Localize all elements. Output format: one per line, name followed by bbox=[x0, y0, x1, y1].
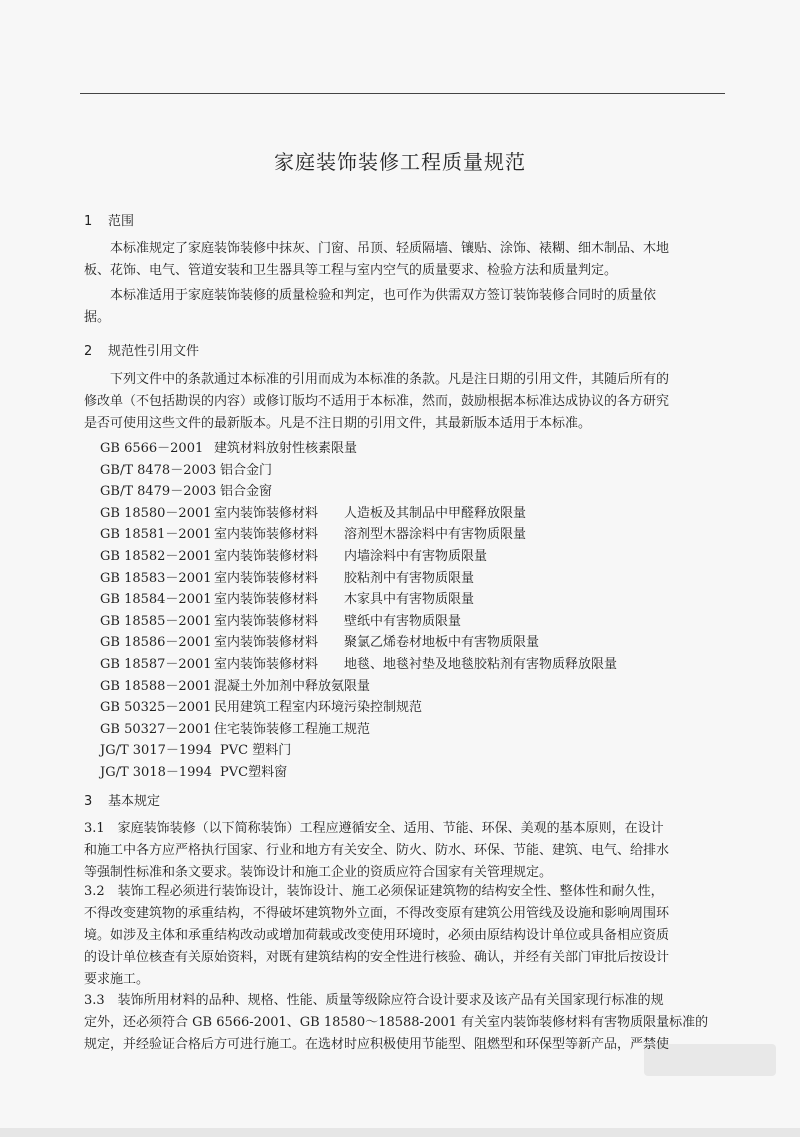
reference-item bbox=[100, 676, 617, 698]
text-line: 规定，并经验证合格后方可进行施工。在选材时应积极使用节能型、阻燃型和环保型等新产品，严禁使 bbox=[84, 1037, 670, 1052]
text-line: 不得改变建筑物的承重结构，不得破坏建筑物外立面，不得改变原有建筑公用管线及设施和影响周围环 bbox=[84, 906, 670, 921]
text-line: 是否可使用这些文件的最新版本。凡是不注日期的引用文件，其最新版本适用于本标准。 bbox=[84, 416, 592, 431]
reference-title: PVC塑料窗 bbox=[220, 764, 288, 780]
reference-title: PVC 塑料门 bbox=[220, 743, 292, 759]
section-heading-basic bbox=[84, 790, 160, 809]
section-title: 规范性引用文件 bbox=[108, 344, 200, 359]
watermark-graphic bbox=[640, 1030, 780, 1090]
reference-code: GB 18584－2001 bbox=[100, 592, 212, 608]
reference-code: GB/T 8479－2003 bbox=[100, 484, 217, 500]
reference-title: 室内装饰装修材料 bbox=[214, 592, 319, 608]
reference-title: 室内装饰装修材料 bbox=[214, 527, 319, 543]
reference-item bbox=[100, 568, 617, 590]
reference-title: 铝合金窗 bbox=[220, 484, 273, 500]
reference-item bbox=[100, 740, 617, 762]
reference-title: 铝合金门 bbox=[220, 462, 273, 478]
reference-subtitle: 木家具中有害物质限量 bbox=[344, 592, 475, 608]
page-bottom-edge bbox=[0, 1128, 800, 1137]
reference-code: GB 50325－2001 bbox=[100, 700, 212, 716]
reference-item bbox=[100, 503, 617, 525]
reference-code: GB 18586－2001 bbox=[100, 635, 212, 651]
reference-item bbox=[100, 719, 617, 741]
reference-code: GB 18583－2001 bbox=[100, 570, 212, 586]
reference-code: JG/T 3018－1994 bbox=[100, 764, 212, 780]
text-line: 的设计单位核查有关原始资料，对既有建筑结构的安全性进行核验、确认，并经有关部门审批后按设计 bbox=[84, 950, 670, 965]
reference-title: 室内装饰装修材料 bbox=[214, 548, 319, 564]
section-heading-scope bbox=[84, 210, 134, 229]
reference-code: GB 18585－2001 bbox=[100, 613, 212, 629]
section-title: 范围 bbox=[108, 214, 135, 229]
text-line: 定外，还必须符合 GB 6566-2001、GB 18580～18588-2001 有关室内装饰装修材料有害物质限量标准的 bbox=[84, 1015, 709, 1030]
reference-title: 室内装饰装修材料 bbox=[214, 505, 319, 521]
reference-title: 住宅装饰装修工程施工规范 bbox=[214, 721, 371, 737]
reference-item bbox=[100, 481, 617, 503]
reference-title: 民用建筑工程室内环境污染控制规范 bbox=[214, 700, 423, 716]
reference-item bbox=[100, 697, 617, 719]
section-number: 3 bbox=[84, 794, 93, 809]
clause-3-1 bbox=[84, 818, 732, 884]
reference-code: GB 18587－2001 bbox=[100, 656, 212, 672]
reference-code: GB/T 8478－2003 bbox=[100, 462, 217, 478]
clause-3-2 bbox=[84, 881, 732, 991]
section-number: 2 bbox=[84, 344, 93, 359]
text-line: 本标准适用于家庭装饰装修的质量检验和判定，也可作为供需双方签订装饰装修合同时的质量依 bbox=[84, 288, 657, 303]
reference-title: 室内装饰装修材料 bbox=[214, 570, 319, 586]
reference-item bbox=[100, 589, 617, 611]
reference-subtitle: 壁纸中有害物质限量 bbox=[344, 613, 462, 629]
reference-item bbox=[100, 762, 617, 784]
reference-code: GB 6566－2001 bbox=[100, 441, 204, 456]
reference-title: 室内装饰装修材料 bbox=[214, 635, 319, 651]
reference-item bbox=[100, 460, 617, 482]
text-line: 本标准规定了家庭装饰装修中抹灰、门窗、吊顶、轻质隔墙、镶贴、涂饰、裱糊、细木制品、木地 bbox=[84, 241, 670, 256]
reference-code: GB 18582－2001 bbox=[100, 548, 212, 564]
reference-code: GB 18581－2001 bbox=[100, 527, 212, 543]
reference-title: 室内装饰装修材料 bbox=[214, 656, 319, 672]
reference-title: 室内装饰装修材料 bbox=[214, 613, 319, 629]
reference-title: 建筑材料放射性核素限量 bbox=[214, 441, 358, 456]
reference-subtitle: 聚氯乙烯卷材地板中有害物质限量 bbox=[344, 635, 540, 651]
text-line: 板、花饰、电气、管道安装和卫生器具等工程与室内空气的质量要求、检验方法和质量判定。 bbox=[84, 263, 618, 278]
text-line: 3.3 装饰所用材料的品种、规格、性能、质量等级除应符合设计要求及该产品有关国家现行标准的规 bbox=[84, 993, 664, 1008]
text-line: 3.1 家庭装饰装修（以下简称装饰）工程应遵循安全、适用、节能、环保、美观的基本原则，在设计 bbox=[84, 821, 664, 836]
reference-item bbox=[100, 611, 617, 633]
references-intro bbox=[84, 369, 732, 435]
reference-item bbox=[100, 654, 617, 676]
reference-code: GB 50327－2001 bbox=[100, 721, 212, 737]
header-rule bbox=[80, 93, 725, 94]
reference-item bbox=[100, 546, 617, 568]
reference-item bbox=[100, 438, 617, 460]
text-line: 等强制性标准和条文要求。装饰设计和施工企业的资质应符合国家有关管理规定。 bbox=[84, 865, 553, 880]
section-heading-references bbox=[84, 340, 199, 359]
reference-list bbox=[100, 438, 617, 784]
reference-item bbox=[100, 524, 617, 546]
reference-code: JG/T 3017－1994 bbox=[100, 743, 212, 759]
text-line: 要求施工。 bbox=[84, 972, 150, 987]
text-line: 修改单（不包括勘误的内容）或修订版均不适用于本标准，然而，鼓励根据本标准达成协议的各方研究 bbox=[84, 394, 670, 409]
section-title: 基本规定 bbox=[108, 794, 161, 809]
document-title: 家庭装饰装修工程质量规范 bbox=[274, 150, 526, 174]
reference-item bbox=[100, 632, 617, 654]
section-number: 1 bbox=[84, 214, 93, 229]
text-line: 境。如涉及主体和承重结构改动或增加荷载或改变使用环境时，必须由原结构设计单位或具备相应资质 bbox=[84, 928, 670, 943]
text-line: 和施工中各方应严格执行国家、行业和地方有关安全、防火、防水、环保、节能、建筑、电气、给排水 bbox=[84, 843, 670, 858]
reference-subtitle: 人造板及其制品中甲醛释放限量 bbox=[344, 505, 527, 521]
clause-3-3 bbox=[84, 990, 732, 1056]
text-line: 3.2 装饰工程必须进行装饰设计，装饰设计、施工必须保证建筑物的结构安全性、整体性和耐久性， bbox=[84, 884, 664, 899]
reference-title: 混凝土外加剂中释放氨限量 bbox=[214, 678, 371, 694]
reference-subtitle: 胶粘剂中有害物质限量 bbox=[344, 570, 475, 586]
text-line: 下列文件中的条款通过本标准的引用而成为本标准的条款。凡是注日期的引用文件，其随后所有的 bbox=[84, 372, 670, 387]
reference-subtitle: 内墙涂料中有害物质限量 bbox=[344, 548, 488, 564]
text-line: 据。 bbox=[84, 310, 111, 325]
reference-code: GB 18580－2001 bbox=[100, 505, 212, 521]
reference-subtitle: 溶剂型木器涂料中有害物质限量 bbox=[344, 527, 527, 543]
scope-paragraph-2 bbox=[84, 285, 732, 329]
reference-code: GB 18588－2001 bbox=[100, 678, 212, 694]
reference-subtitle: 地毯、地毯衬垫及地毯胶粘剂有害物质释放限量 bbox=[344, 656, 618, 672]
scope-paragraph-1 bbox=[84, 238, 732, 282]
